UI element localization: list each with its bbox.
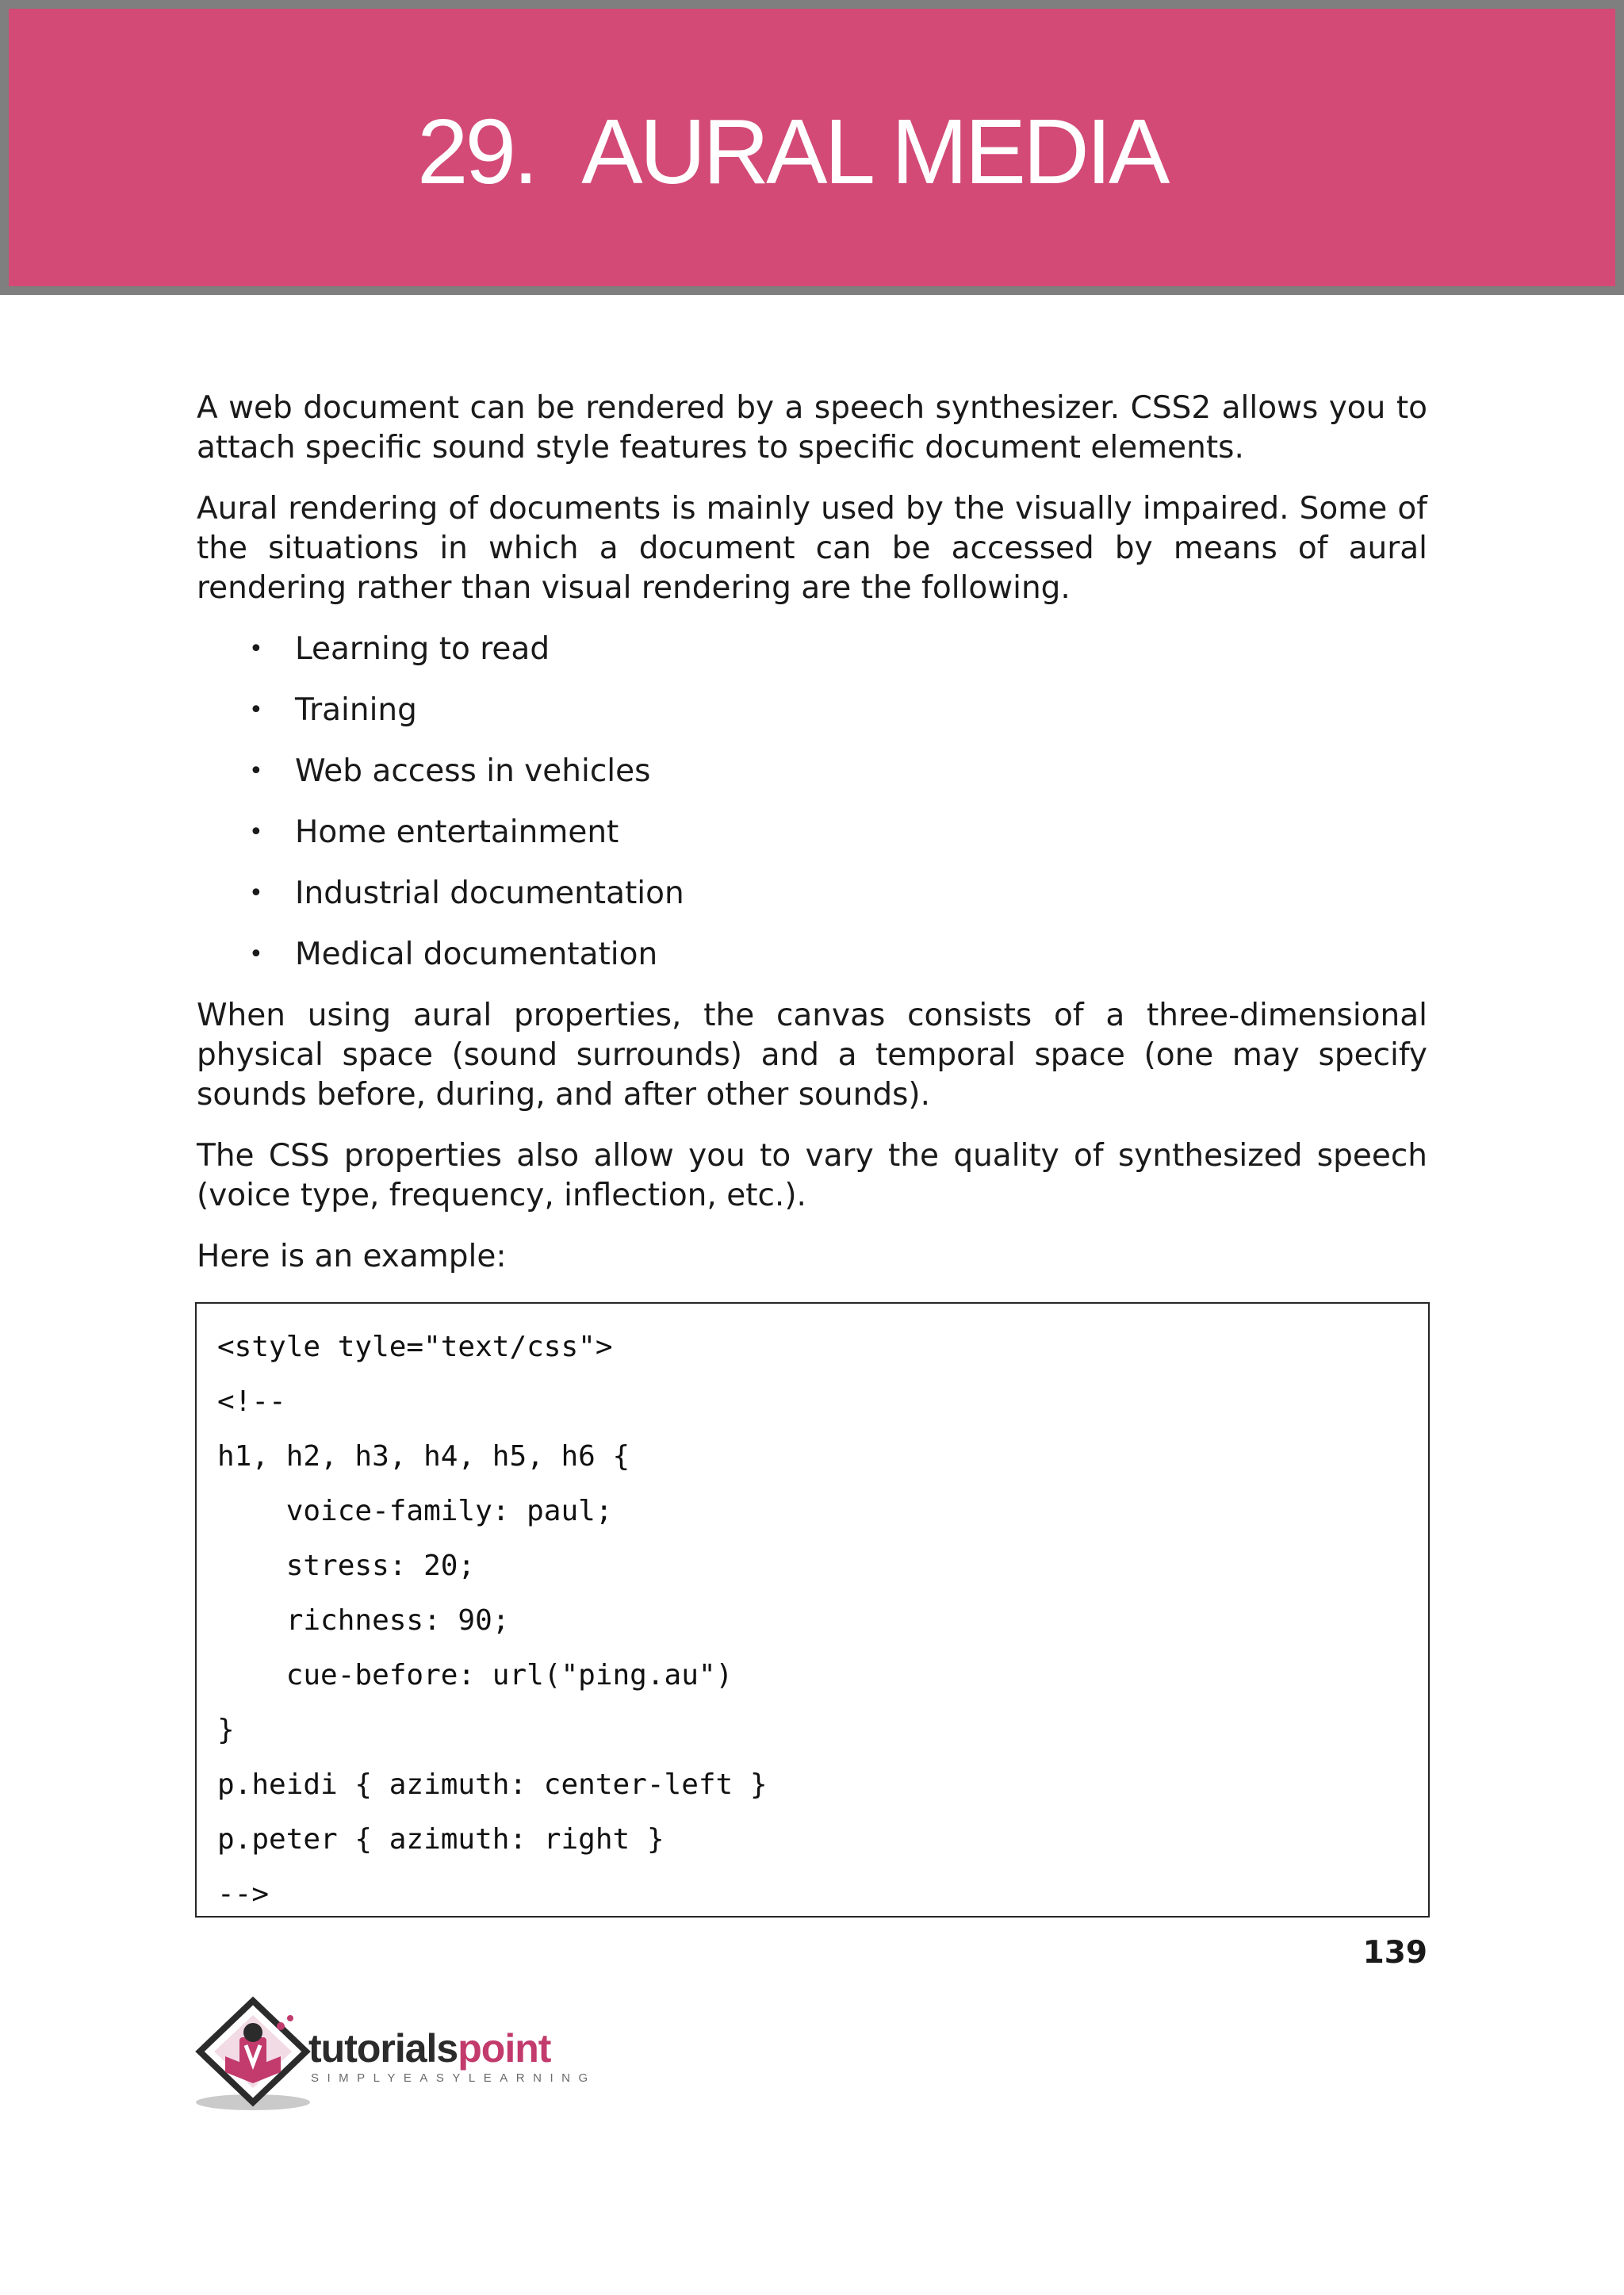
example-intro: Here is an example: [197,1239,507,1274]
list-item-text: Training [295,692,417,728]
code-example-box [195,1302,1430,1918]
list-item [197,630,1427,669]
code-line: <!-- [217,1385,286,1418]
bullet-icon: • [249,696,263,724]
code-line: richness: 90; [217,1604,510,1637]
bullet-icon: • [249,879,263,907]
chapter-title [417,88,1166,215]
list-item-text: Web access in vehicles [295,753,651,789]
list-item [197,935,1427,975]
logo-tagline: SIMPLYEASYLEARNING [311,2071,596,2085]
chapter-body [197,389,1427,1298]
bullet-icon: • [249,818,263,846]
chapter-header-band [0,0,1624,295]
code-line: } [217,1714,235,1746]
chapter-title-text: AURAL MEDIA [581,100,1167,203]
list-item [197,691,1427,730]
code-line: cue-before: url("ping.au") [217,1659,733,1692]
intro-paragraph-2: Aural rendering of documents is mainly used by the visually impaired. Some of the situations in which a document can be accessed by means of aural rendering rather than visual rendering are the following. [197,491,1427,606]
list-item-text: Medical documentation [295,937,658,972]
page-number: 139 [1362,1935,1427,1971]
code-line: h1, h2, h3, h4, h5, h6 { [217,1440,630,1473]
list-item [197,813,1427,852]
code-line: --> [217,1878,270,1910]
list-item-text: Industrial documentation [295,875,684,911]
bullet-icon: • [249,635,263,663]
tutorialspoint-logo [193,1994,606,2113]
code-line: <style tyle="text/css"> [217,1331,613,1363]
bullet-icon: • [249,941,263,968]
intro-paragraph-1: A web document can be rendered by a speech synthesizer. CSS2 allows you to attach specific sound style features to specific document elements. [197,390,1427,466]
list-item-text: Learning to read [295,631,550,667]
list-item-text: Home entertainment [295,814,619,850]
aural-properties-paragraph: When using aural properties, the canvas consists of a three-dimensional physical space (sound surrounds) and a temporal space (one may specify sounds before, during, and after other sounds). [197,998,1427,1113]
logo-emblem-icon [193,1994,312,2113]
code-line: p.heidi { azimuth: center-left } [217,1768,768,1801]
logo-word-tutorials: tutorials [308,2026,458,2071]
logo-word-point: point [458,2026,551,2071]
list-item [197,752,1427,791]
list-item [197,874,1427,914]
speech-quality-paragraph: The CSS properties also allow you to vary the quality of synthesized speech (voice type, frequency, inflection, etc.). [197,1138,1427,1213]
use-case-list [197,630,1427,975]
code-line: voice-family: paul; [217,1495,613,1527]
logo-wordmark [308,2026,550,2071]
code-line: stress: 20; [217,1550,476,1582]
code-line: p.peter { azimuth: right } [217,1823,665,1856]
bullet-icon: • [249,757,263,785]
chapter-number: 29. [417,100,536,203]
